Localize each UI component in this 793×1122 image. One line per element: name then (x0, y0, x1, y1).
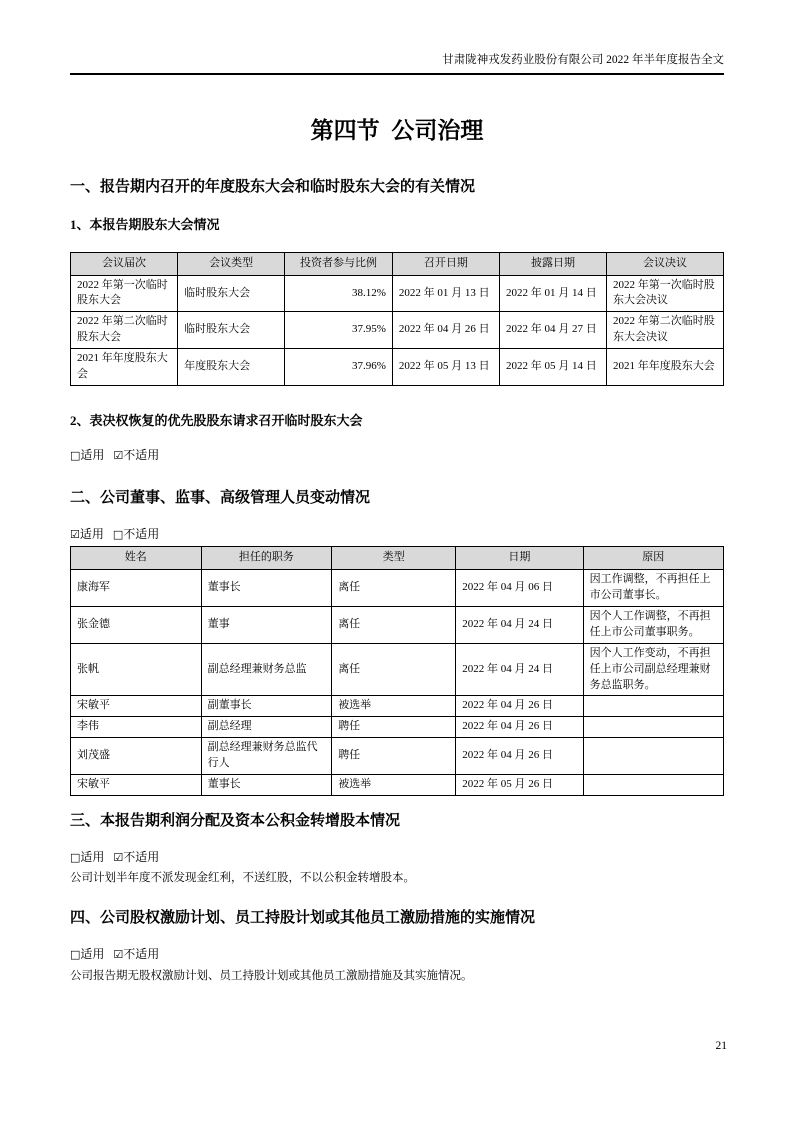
table-cell: 2022 年 04 月 24 日 (456, 606, 583, 643)
table-cell: 刘茂盛 (71, 738, 202, 775)
section-heading-2: 二、公司董事、监事、高级管理人员变动情况 (70, 489, 371, 506)
table-cell: 聘任 (332, 717, 456, 738)
table-cell: 临时股东大会 (178, 312, 285, 349)
applicable-label: 适用 (80, 947, 105, 962)
table-cell: 2022 年 01 月 14 日 (499, 275, 606, 312)
table-cell: 2022 年第二次临时股东大会 (71, 312, 178, 349)
table-cell: 副总经理兼财务总监 (201, 643, 332, 696)
table-cell: 李伟 (71, 717, 202, 738)
table-cell: 副董事长 (201, 696, 332, 717)
not-applicable-option (113, 947, 159, 961)
table-cell: 2022 年 04 月 26 日 (392, 312, 499, 349)
table-row (71, 275, 724, 312)
not-applicable-option (113, 850, 159, 864)
table-cell: 临时股东大会 (178, 275, 285, 312)
table-cell: 因个人工作变动，不再担任上市公司副总经理兼财务总监职务。 (583, 643, 723, 696)
table-cell: 董事长 (201, 569, 332, 606)
table-cell: 38.12% (285, 275, 393, 312)
column-header: 投资者参与比例 (285, 252, 393, 275)
table-cell: 2021 年年度股东大会 (71, 349, 178, 386)
table-cell: 离任 (332, 643, 456, 696)
table-cell (583, 696, 723, 717)
checkbox-unchecked-icon: □ (70, 948, 81, 962)
checkbox-unchecked-icon: □ (112, 527, 124, 541)
table-row (71, 696, 724, 717)
table-cell: 2022 年 04 月 24 日 (456, 643, 583, 696)
table-cell: 2022 年 05 月 13 日 (392, 349, 499, 386)
table-cell: 2022 年 01 月 13 日 (392, 275, 499, 312)
table-cell: 张帆 (71, 643, 202, 696)
column-header: 日期 (456, 546, 583, 569)
table-cell: 因个人工作调整，不再担任上市公司董事职务。 (583, 606, 723, 643)
column-header: 召开日期 (392, 252, 499, 275)
not-applicable-label: 不适用 (123, 849, 160, 864)
not-applicable-label: 不适用 (123, 947, 160, 962)
applicable-label: 适用 (80, 448, 105, 463)
checkbox-unchecked-icon: □ (70, 449, 81, 463)
applicability-line (70, 850, 724, 864)
table-header-row (71, 252, 724, 275)
applicability-line (70, 947, 724, 961)
applicability-line (70, 448, 724, 462)
table-cell: 聘任 (332, 738, 456, 775)
section-4-note: 公司报告期无股权激励计划、员工持股计划或其他员工激励措施及其实施情况。 (70, 969, 473, 982)
table-cell: 2022 年 04 月 27 日 (499, 312, 606, 349)
table-cell: 康海军 (71, 569, 202, 606)
table-row (71, 349, 724, 386)
table-row (71, 606, 724, 643)
applicable-option (70, 947, 104, 961)
applicable-label: 适用 (80, 849, 105, 864)
table-cell: 37.95% (285, 312, 393, 349)
table-cell (583, 717, 723, 738)
applicable-option (70, 448, 104, 462)
table-row (71, 738, 724, 775)
not-applicable-label: 不适用 (123, 526, 160, 541)
table-cell (583, 775, 723, 796)
subsection-heading-1-2: 2、表决权恢复的优先股股东请求召开临时股东大会 (70, 413, 363, 429)
applicability-line (70, 527, 724, 541)
column-header: 会议决议 (607, 252, 724, 275)
table-cell: 2021 年年度股东大会 (607, 349, 724, 386)
table-row (71, 717, 724, 738)
table-cell: 2022 年 04 月 26 日 (456, 717, 583, 738)
page-title: 第四节 公司治理 (310, 118, 484, 143)
table-cell: 2022 年第二次临时股东大会决议 (607, 312, 724, 349)
table-cell: 37.96% (285, 349, 393, 386)
table-cell: 2022 年 04 月 26 日 (456, 696, 583, 717)
checkbox-unchecked-icon: □ (70, 850, 81, 864)
subsection-heading-1-1: 1、本报告期股东大会情况 (70, 217, 220, 233)
applicable-option (70, 850, 104, 864)
checkbox-checked-icon: ☑ (70, 527, 80, 541)
column-header: 披露日期 (499, 252, 606, 275)
not-applicable-label: 不适用 (123, 448, 160, 463)
table-cell: 被选举 (332, 775, 456, 796)
table-cell: 宋敏平 (71, 775, 202, 796)
table-header-row (71, 546, 724, 569)
table-cell: 被选举 (332, 696, 456, 717)
table-cell: 张金德 (71, 606, 202, 643)
personnel-changes-table (70, 546, 724, 796)
applicable-option (70, 527, 104, 541)
table-cell: 宋敏平 (71, 696, 202, 717)
checkbox-checked-icon: ☑ (113, 449, 124, 463)
table-cell: 董事长 (201, 775, 332, 796)
column-header: 会议类型 (178, 252, 285, 275)
table-row (71, 643, 724, 696)
table-row (71, 312, 724, 349)
table-cell: 2022 年 05 月 14 日 (499, 349, 606, 386)
checkbox-checked-icon: ☑ (113, 850, 124, 864)
table-cell: 2022 年 05 月 26 日 (456, 775, 583, 796)
table-row (71, 569, 724, 606)
column-header: 类型 (332, 546, 456, 569)
column-header: 原因 (583, 546, 723, 569)
page-number: 21 (715, 1040, 727, 1052)
applicable-label: 适用 (79, 526, 104, 541)
column-header: 姓名 (71, 546, 202, 569)
table-cell: 因工作调整，不再担任上市公司董事长。 (583, 569, 723, 606)
column-header: 担任的职务 (201, 546, 332, 569)
table-cell: 副总经理兼财务总监代行人 (201, 738, 332, 775)
checkbox-checked-icon: ☑ (113, 948, 124, 962)
table-cell: 2022 年第一次临时股东大会 (71, 275, 178, 312)
section-3-note: 公司计划半年度不派发现金红利，不送红股，不以公积金转增股本。 (70, 872, 415, 885)
table-cell (583, 738, 723, 775)
table-cell: 2022 年 04 月 26 日 (456, 738, 583, 775)
table-cell: 离任 (332, 569, 456, 606)
table-cell: 副总经理 (201, 717, 332, 738)
section-heading-1: 一、报告期内召开的年度股东大会和临时股东大会的有关情况 (70, 178, 476, 195)
column-header: 会议届次 (71, 252, 178, 275)
not-applicable-option (113, 527, 159, 541)
document-header-text: 甘肃陇神戎发药业股份有限公司 2022 年半年度报告全文 (442, 54, 724, 66)
not-applicable-option (113, 448, 159, 462)
table-cell: 2022 年 04 月 06 日 (456, 569, 583, 606)
shareholder-meetings-table (70, 252, 724, 387)
table-cell: 离任 (332, 606, 456, 643)
table-cell: 年度股东大会 (178, 349, 285, 386)
section-heading-3: 三、本报告期利润分配及资本公积金转增股本情况 (70, 813, 401, 830)
table-cell: 2022 年第一次临时股东大会决议 (607, 275, 724, 312)
table-cell: 董事 (201, 606, 332, 643)
document-header (70, 53, 724, 75)
section-heading-4: 四、公司股权激励计划、员工持股计划或其他员工激励措施的实施情况 (70, 910, 536, 927)
table-row (71, 775, 724, 796)
